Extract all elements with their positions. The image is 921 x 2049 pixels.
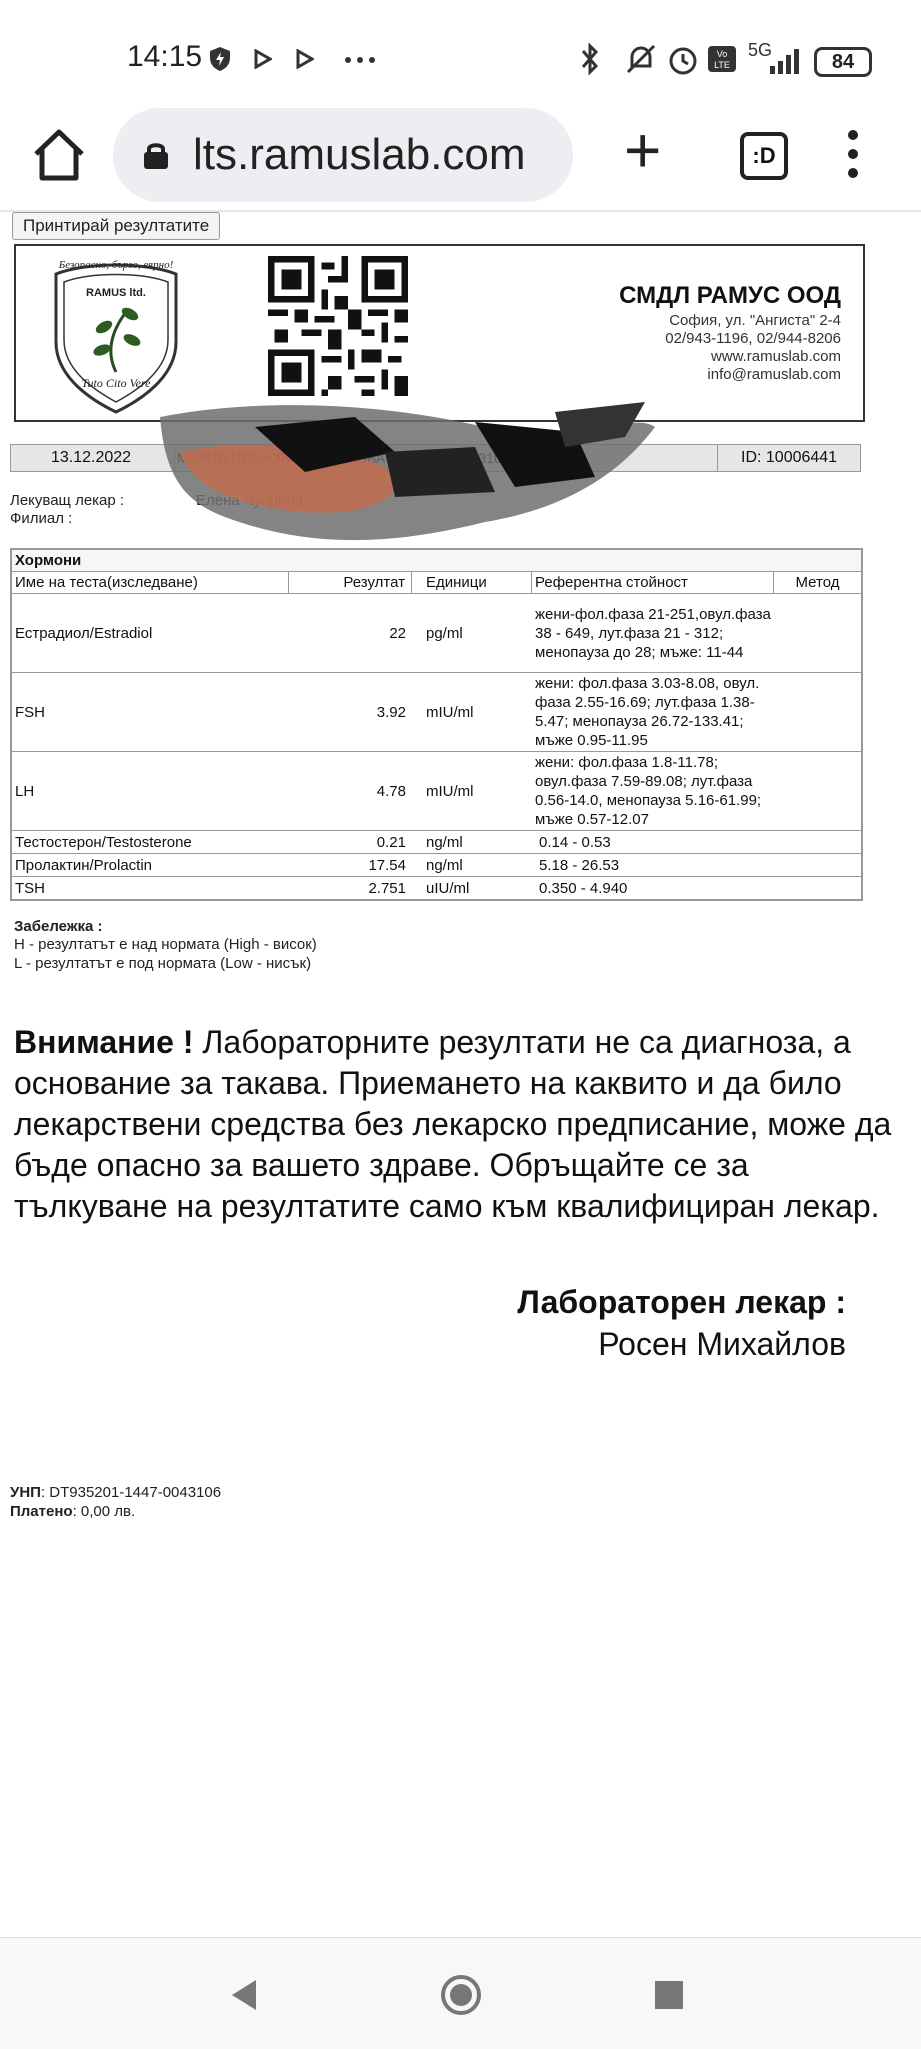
test-result: 2.751	[368, 879, 406, 897]
warning-text	[14, 1022, 894, 1227]
warning-body: Лабораторните резултати не са диагноза, а основание за такава. Приемането на каквито и да било лекарствени средства без лекарско предписание, може да бъде опасно за вашето здраве. Обръщайте се за тълкуване на резултатите само към квалифициран лекар.	[14, 1024, 892, 1224]
address-bar[interactable]	[113, 108, 573, 202]
back-icon[interactable]	[228, 1978, 260, 2012]
lab-doctor-label: Лабораторен лекар :	[517, 1284, 846, 1320]
note-low: L - резултатът е под нормата (Low - нисък)	[14, 955, 312, 972]
table-row	[12, 593, 861, 672]
test-unit: pg/ml	[426, 624, 463, 642]
result-date: 13.12.2022	[51, 449, 132, 466]
unp-value: : DT935201-1447-0043106	[40, 1484, 222, 1501]
unp-label: УНП	[10, 1484, 41, 1501]
play-icon	[254, 49, 272, 69]
battery-icon: 84	[814, 47, 872, 77]
test-unit: ng/ml	[426, 833, 463, 851]
play-icon	[296, 49, 314, 69]
branch-label: Филиал :	[10, 510, 73, 527]
warning-title: Внимание !	[14, 1024, 194, 1060]
lab-doctor-name: Росен Михайлов	[598, 1326, 846, 1362]
test-reference: 5.18 - 26.53	[539, 856, 620, 874]
browser-toolbar	[0, 100, 921, 212]
test-unit: mIU/ml	[426, 703, 474, 721]
alarm-icon	[666, 42, 700, 76]
url-text: lts.ramuslab.com	[193, 130, 526, 179]
signal-icon	[748, 46, 802, 76]
test-name: LH	[15, 782, 35, 800]
svg-text:Безопасно, бързо, вярно!: Безопасно, бързо, вярно!	[58, 259, 174, 271]
note-title: Забележка :	[14, 918, 103, 935]
lab-seal-logo	[26, 252, 206, 417]
test-name: Тестостерон/Testosterone	[15, 833, 192, 851]
qr-code	[268, 256, 408, 396]
volte-icon	[708, 46, 736, 72]
test-unit: mIU/ml	[426, 782, 474, 800]
menu-dots-icon[interactable]	[848, 130, 860, 187]
test-reference: 0.14 - 0.53	[539, 833, 611, 851]
table-row	[12, 830, 861, 853]
table-header-row	[12, 571, 861, 593]
test-name: Естрадиол/Estradiol	[15, 624, 153, 642]
page-content	[0, 212, 921, 1937]
lock-icon	[143, 140, 169, 170]
redaction-scribble	[155, 397, 665, 557]
patient-id: ID: 10006441	[741, 449, 838, 466]
svg-text:RAMUS ltd.: RAMUS ltd.	[86, 287, 146, 299]
test-unit: uIU/ml	[426, 879, 470, 897]
lab-phones: 02/943-1196, 02/944-8206	[665, 330, 841, 347]
col-header-units: Единици	[412, 572, 532, 593]
test-result: 4.78	[376, 782, 406, 800]
svg-text:Tuto Cito Vere: Tuto Cito Vere	[81, 376, 151, 390]
network-label: 5G	[748, 40, 773, 60]
test-result: 22	[389, 624, 406, 642]
results-table	[10, 548, 863, 901]
new-tab-button[interactable]: +	[624, 114, 662, 186]
test-name: FSH	[15, 703, 45, 721]
status-time: 14:15	[127, 40, 203, 73]
status-bar	[0, 0, 921, 100]
col-header-result: Резултат	[289, 572, 412, 593]
paid-label: Платено	[10, 1503, 73, 1520]
test-result: 0.21	[376, 833, 406, 851]
test-unit: ng/ml	[426, 856, 463, 874]
doctor-label: Лекуващ лекар :	[10, 492, 125, 509]
test-reference: жени: фол.фаза 3.03-8.08, овул. фаза 2.55-16.69; лут.фаза 1.38-5.47; менопауза 26.72-133.41; мъже 0.95-11.95	[535, 675, 760, 749]
test-reference: 0.350 - 4.940	[539, 879, 628, 897]
tab-switcher-button[interactable]: :D	[740, 132, 788, 180]
paid-value: : 0,00 лв.	[72, 1503, 136, 1520]
table-section-title: Хормони	[12, 550, 861, 571]
note-high: H - резултатът е над нормата (High - висок)	[14, 936, 317, 953]
table-row	[12, 853, 861, 876]
test-reference: жени-фол.фаза 21-251,овул.фаза 38 - 649, лут.фаза 21 - 312; менопауза до 28; мъже: 11-44	[535, 605, 771, 661]
shield-bolt-icon	[208, 46, 232, 72]
home-nav-icon[interactable]	[440, 1974, 482, 2016]
svg-text:Vo: Vo	[716, 49, 728, 59]
test-reference: жени: фол.фаза 1.8-11.78; овул.фаза 7.59-89.08; лут.фаза 0.56-14.0, менопауза 5.16-61.99; мъже 0.57-12.07	[535, 754, 762, 828]
lab-name: СМДЛ РАМУС ООД	[619, 282, 841, 309]
table-row	[12, 876, 861, 899]
more-dots-icon	[344, 56, 376, 64]
lab-header	[14, 244, 865, 422]
lab-website: www.ramuslab.com	[710, 348, 841, 365]
col-header-reference: Референтна стойност	[532, 572, 774, 593]
test-name: TSH	[15, 879, 45, 897]
table-row	[12, 751, 861, 830]
mute-icon	[624, 42, 658, 76]
test-result: 3.92	[376, 703, 406, 721]
col-header-test: Име на теста(изследване)	[12, 572, 289, 593]
home-icon[interactable]	[30, 126, 88, 184]
recents-icon[interactable]	[654, 1980, 684, 2010]
bluetooth-icon	[580, 42, 600, 76]
lab-address: София, ул. "Ангиста" 2-4	[669, 312, 841, 329]
print-results-button[interactable]: Принтирай резултатите	[12, 212, 220, 240]
col-header-method: Метод	[795, 574, 840, 591]
table-row	[12, 672, 861, 751]
svg-text:LTE: LTE	[714, 60, 730, 70]
lab-email: info@ramuslab.com	[707, 366, 841, 383]
test-result: 17.54	[368, 856, 406, 874]
test-name: Пролактин/Prolactin	[15, 856, 153, 874]
system-nav-bar	[0, 1937, 921, 2049]
